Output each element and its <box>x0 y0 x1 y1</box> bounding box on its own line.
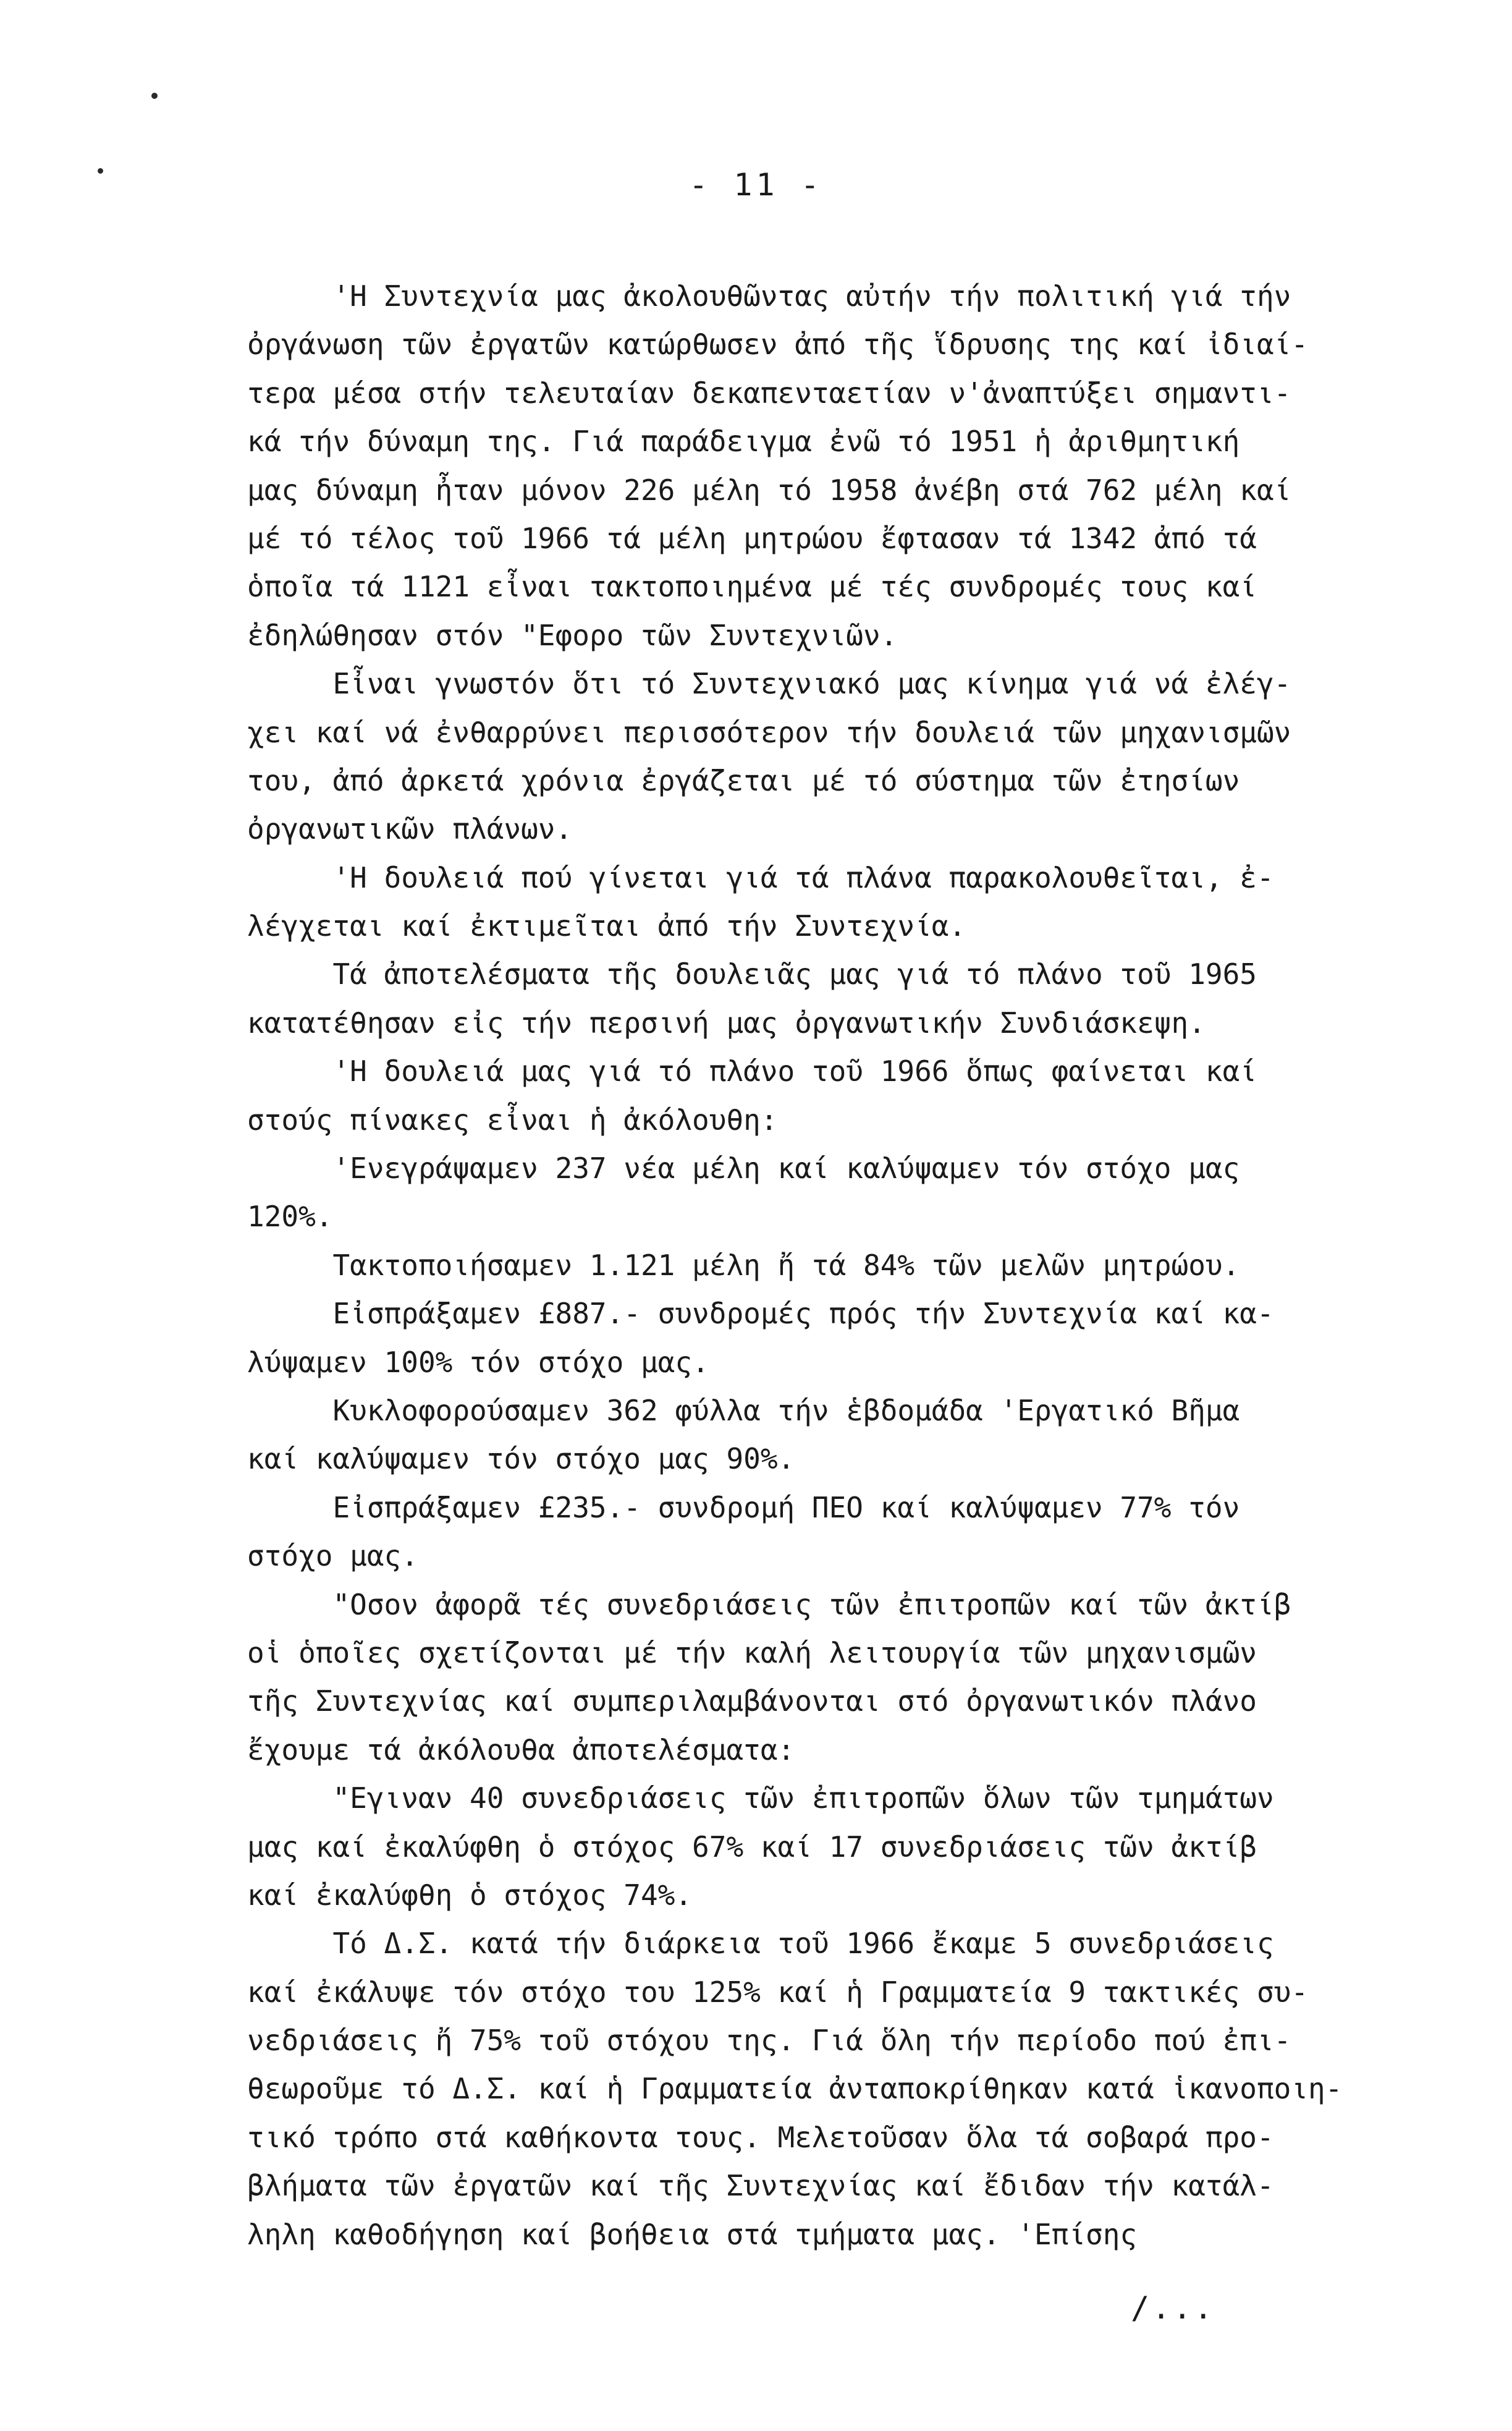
text-line: οἱ ὁποῖες σχετίζονται μέ τήν καλή λειτουργία τῶν μηχανισμῶν <box>247 1636 1257 1669</box>
text-line: λύψαμεν 100% τόν στόχο μας. <box>247 1345 709 1379</box>
text-line: κά τήν δύναμη της. Γιά παράδειγμα ἐνῶ τό 1951 ἡ ἀριθμητική <box>247 425 1240 459</box>
text-line: ὁποῖα τά 1121 εἶναι τακτοποιημένα μέ τές συνδρομές τους καί <box>247 570 1257 604</box>
text-line: ὀργάνωση τῶν ἐργατῶν κατώρθωσεν ἀπό τῆς ἵδρυσης της καί ἰδιαί- <box>247 328 1309 362</box>
text-line: 'Η Συντεχνία μας ἀκολουθῶντας αὐτήν τήν πολιτική γιά τήν <box>247 279 1291 313</box>
text-line: τῆς Συντεχνίας καί συμπεριλαμβάνονται στό ὀργανωτικόν πλάνο <box>247 1684 1257 1718</box>
text-line: Τό Δ.Σ. κατά τήν διάρκεια τοῦ 1966 ἔκαμε 5 συνεδριάσεις <box>247 1927 1274 1961</box>
text-line: νεδριάσεις ἤ 75% τοῦ στόχου της. Γιά ὅλη τήν περίοδο πού ἐπι- <box>247 2024 1291 2058</box>
text-line: 'Ενεγράψαμεν 237 νέα μέλη καί καλύψαμεν τόν στόχο μας <box>247 1152 1240 1186</box>
text-line: Τά ἀποτελέσματα τῆς δουλειᾶς μας γιά τό πλάνο τοῦ 1965 <box>247 957 1257 991</box>
text-line: 'Η δουλειά πού γίνεται γιά τά πλάνα παρακολουθεῖται, ἐ- <box>247 860 1274 894</box>
text-line: κατατέθησαν εἰς τήν περσινή μας ὀργανωτικήν Συνδιάσκεψη. <box>247 1006 1206 1040</box>
text-line: καί ἐκαλύφθη ὁ στόχος 74%. <box>247 1878 693 1912</box>
scan-speck <box>151 93 158 99</box>
text-line: τερα μέσα στήν τελευταίαν δεκαπενταετίαν ν'ἀναπτύξει σημαντι- <box>247 376 1291 410</box>
body-text <box>247 272 1421 2259</box>
text-line: Τακτοποιήσαμεν 1.121 μέλη ἤ τά 84% τῶν μελῶν μητρώου. <box>247 1248 1240 1282</box>
continuation-mark: /... <box>1131 2290 1215 2326</box>
text-line: στόχο μας. <box>247 1539 418 1573</box>
text-line: 'Η δουλειά μας γιά τό πλάνο τοῦ 1966 ὅπως φαίνεται καί <box>247 1054 1257 1088</box>
text-line: λέγχεται καί ἐκτιμεῖται ἀπό τήν Συντεχνία. <box>247 909 966 943</box>
text-line: ληλη καθοδήγηση καί βοήθεια στά τμήματα μας. 'Επίσης <box>247 2217 1138 2251</box>
text-line: ἔχουμε τά ἀκόλουθα ἀποτελέσματα: <box>247 1733 795 1767</box>
text-line: Εἰσπράξαμεν £887.- συνδρομές πρός τήν Συντεχνία καί κα- <box>247 1297 1274 1331</box>
text-line: του, ἀπό ἀρκετά χρόνια ἐργάζεται μέ τό σύστημα τῶν ἐτησίων <box>247 763 1240 797</box>
text-line: "Οσον ἀφορᾶ τές συνεδριάσεις τῶν ἐπιτροπῶν καί τῶν ἀκτίβ <box>247 1587 1291 1621</box>
text-line: 120%. <box>247 1200 333 1234</box>
text-line: μας δύναμη ἦταν μόνον 226 μέλη τό 1958 ἀνέβη στά 762 μέλη καί <box>247 473 1291 507</box>
text-line: καί ἐκάλυψε τόν στόχο του 125% καί ἡ Γραμματεία 9 τακτικές συ- <box>247 1975 1309 2009</box>
text-line: Κυκλοφορούσαμεν 362 φύλλα τήν ἑβδομάδα 'Εργατικό Βῆμα <box>247 1393 1240 1427</box>
text-line: μέ τό τέλος τοῦ 1966 τά μέλη μητρώου ἔφτασαν τά 1342 ἀπό τά <box>247 521 1257 555</box>
text-line: τικό τρόπο στά καθήκοντα τους. Μελετοῦσαν ὅλα τά σοβαρά προ- <box>247 2120 1274 2154</box>
text-line: Εἶναι γνωστόν ὅτι τό Συντεχνιακό μας κίνημα γιά νά ἐλέγ- <box>247 667 1291 701</box>
text-line: ἐδηλώθησαν στόν "Εφορο τῶν Συντεχνιῶν. <box>247 618 898 652</box>
text-line: Εἰσπράξαμεν £235.- συνδρομή ΠΕΟ καί καλύψαμεν 77% τόν <box>247 1490 1240 1524</box>
text-line: μας καί ἐκαλύφθη ὁ στόχος 67% καί 17 συνεδριάσεις τῶν ἀκτίβ <box>247 1830 1257 1864</box>
text-line: ὀργανωτικῶν πλάνων. <box>247 812 573 846</box>
text-line: "Εγιναν 40 συνεδριάσεις τῶν ἐπιτροπῶν ὅλων τῶν τμημάτων <box>247 1781 1274 1815</box>
text-line: θεωροῦμε τό Δ.Σ. καί ἡ Γραμματεία ἀνταποκρίθηκαν κατά ἱκανοποιη- <box>247 2072 1343 2106</box>
text-line: καί καλύψαμεν τόν στόχο μας 90%. <box>247 1442 795 1476</box>
text-line: χει καί νά ἐνθαρρύνει περισσότερον τήν δουλειά τῶν μηχανισμῶν <box>247 715 1291 749</box>
text-line: βλήματα τῶν ἐργατῶν καί τῆς Συντεχνίας καί ἔδιδαν τήν κατάλ- <box>247 2169 1274 2203</box>
page-number: - 11 - <box>689 167 823 203</box>
text-line: στούς πίνακες εἶναι ἡ ἀκόλουθη: <box>247 1103 778 1137</box>
